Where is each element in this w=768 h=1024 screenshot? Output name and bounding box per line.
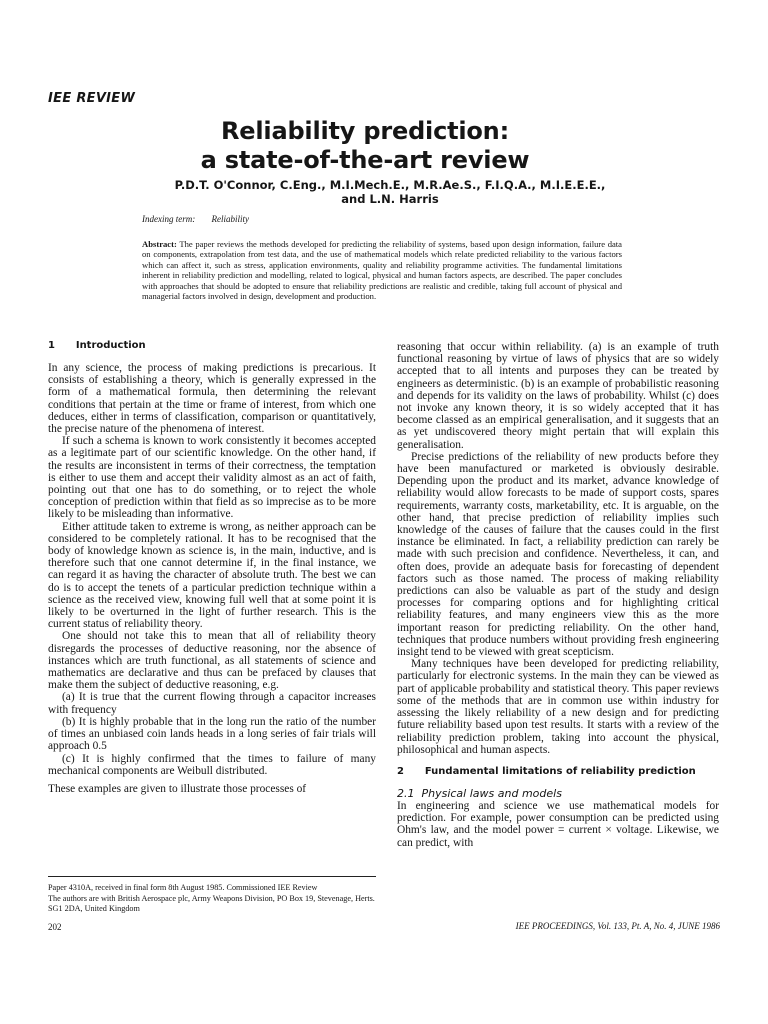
paragraph: One should not take this to mean that all of reliability theory disregards the processes of deductive reasoning, nor the absence of instances which are truth functional, as all statements of science and mathematics are declarative and thus can be prefaced by clauses that make them the subject of deductive reasoning, e.g. xyxy=(48,630,376,692)
indexing-value: Reliability xyxy=(211,214,249,224)
footnote-received: Paper 4310A, received in final form 8th August 1985. Commissioned IEE Review xyxy=(48,883,318,892)
paragraph: In engineering and science we use mathematical models for prediction. For example, power consumption can be predicted using Ohm's law, and the model power = current × voltage. Likewise, we can predict, with xyxy=(397,799,719,849)
footnote-affiliation: The authors are with British Aerospace plc, Army Weapons Division, PO Box 19, Stevenage, Herts. SG1 2DA, United Kingdom xyxy=(48,894,375,913)
right-column xyxy=(397,341,719,849)
journal-section-tag: IEE REVIEW xyxy=(48,91,136,106)
paragraph: Either attitude taken to extreme is wrong, as neither approach can be considered to be completely rational. It has to be recognised that the body of knowledge known as science is, in the main, inductive, and is therefore such that one cannot determine if, in the final instance, we can regard it as having the character of absolute truth. The best we can do is to accept the tenets of a particular prediction technique within a science as the received view, knowing full well that at some point it is likely to be overturned in the light of further research. This is the current status of reliability theory. xyxy=(48,520,376,631)
paragraph: reasoning that occur within reliability. (a) is an example of truth functional reasoning by virtue of laws of physics that are so widely accepted that to all intents and purposes they can be treated by engineers as deterministic. (b) is an example of probabilistic reasoning and depends for its validity on the laws of probability. Whilst (c) does not invoke any known theory, it is so widely accepted that it has become classed as an empirical generalisation, and it suggests that an as yet undiscovered theory might pertain that will explain this generalisation. xyxy=(397,341,720,451)
abstract xyxy=(142,239,622,301)
title-line-1: Reliability prediction: xyxy=(221,117,509,145)
list-item: (b) It is highly probable that in the long run the ratio of the number of times an unbiased coin lands heads in a long series of fair trials will approach 0.5 xyxy=(48,715,376,753)
title-line-2: a state-of-the-art review xyxy=(200,146,530,174)
paper-title xyxy=(120,117,610,175)
author-list xyxy=(130,178,650,206)
footnote-divider xyxy=(48,876,376,877)
left-column xyxy=(48,340,376,795)
page-number: 202 xyxy=(48,922,62,932)
abstract-label: Abstract: xyxy=(142,239,177,249)
subsection-heading-physical-laws: 2.1 Physical laws and models xyxy=(397,786,562,800)
journal-citation: IEE PROCEEDINGS, Vol. 133, Pt. A, No. 4, JUNE 1986 xyxy=(515,921,720,931)
paragraph: Precise predictions of the reliability of new products before they have been manufactured or marketed is obviously desirable. Depending upon the product and its market, advance knowledge of reliability would allow forecasts to be made of support costs, spares requirements, warranty costs, marketability, etc. It is arguable, on the other hand, that precise prediction of reliability implies such knowledge of the causes of failure that the causes could in the first instance be eliminated. In fact, a reliability prediction can rarely be made with such precision and confidence. Nevertheless, it can, and often does, provide an adequate basis for forecasting of dependent factors such as those named. The process of making reliability predictions can also be valuable as part of the study and design processes for comparing options and for highlighting critical reliability features, and many engineers view this as the more important reason for predicting reliability. On the other hand, techniques that produce numbers without providing fresh engineering insight tend to be viewed with great scepticism. xyxy=(397,450,719,659)
indexing-terms xyxy=(142,214,249,224)
paragraph: In any science, the process of making predictions is precarious. It consists of establishing a theory, which is generally expressed in the form of a mathematical formula, then determining the relevant conditions that pertain at the time or frame of interest, from which one deduces, either in terms of classification, comparison or quantitatively, the precise nature of the phenomena of interest. xyxy=(48,362,376,436)
indexing-label: Indexing term: xyxy=(142,214,196,224)
abstract-text: The paper reviews the methods developed for predicting the reliability of systems, based upon design information, failure data on components, extrapolation from test data, and the use of mathematical models which relate predicted reliability to the various factors which can affect it, such as stress, application environments, quality and reliability programme activities. The fundamental limitations inherent in reliability prediction and modelling, related to logical, physical and human factors aspects, are described. The paper concludes with approaches that should be adopted to ensure that reliability predictions are realistic and credible, taking full account of physical and managerial factors involved in design, development and production. xyxy=(142,239,623,302)
authors-line-1: P.D.T. O'Connor, C.Eng., M.I.Mech.E., M.R.Ae.S., F.I.Q.A., M.I.E.E.E., xyxy=(174,178,606,192)
paragraph: These examples are given to illustrate those processes of xyxy=(48,782,307,795)
list-item: (a) It is true that the current flowing through a capacitor increases with frequency xyxy=(48,691,376,716)
list-item: (c) It is highly confirmed that the times to failure of many mechanical components are Weibull distributed. xyxy=(48,752,376,777)
section-heading-fundamental-limitations: 2 Fundamental limitations of reliability prediction xyxy=(397,765,696,777)
section-heading-introduction: 1 Introduction xyxy=(48,340,146,351)
paragraph: If such a schema is known to work consistently it becomes accepted as a legitimate part of our scientific knowledge. On the other hand, if the results are inconsistent in terms of their correctness, the temptation is either to use them and accept their validity almost as an act of faith, pointing out that one has to do something, or to reject the whole conception of prediction within that field as so imprecise as to be more likely to be misleading than informative. xyxy=(48,435,376,521)
paragraph: Many techniques have been developed for predicting reliability, particularly for electronic systems. In the main they can be viewed as part of applicable probability and statistical theory. This paper reviews some of the methods that are in common use within industry for assessing the likely reliability of a new design and for predicting future reliability based upon test results. It starts with a review of the reliability prediction problem, taking into account the physical, philosophical and human aspects. xyxy=(397,658,719,756)
authors-line-2: and L.N. Harris xyxy=(341,192,439,206)
